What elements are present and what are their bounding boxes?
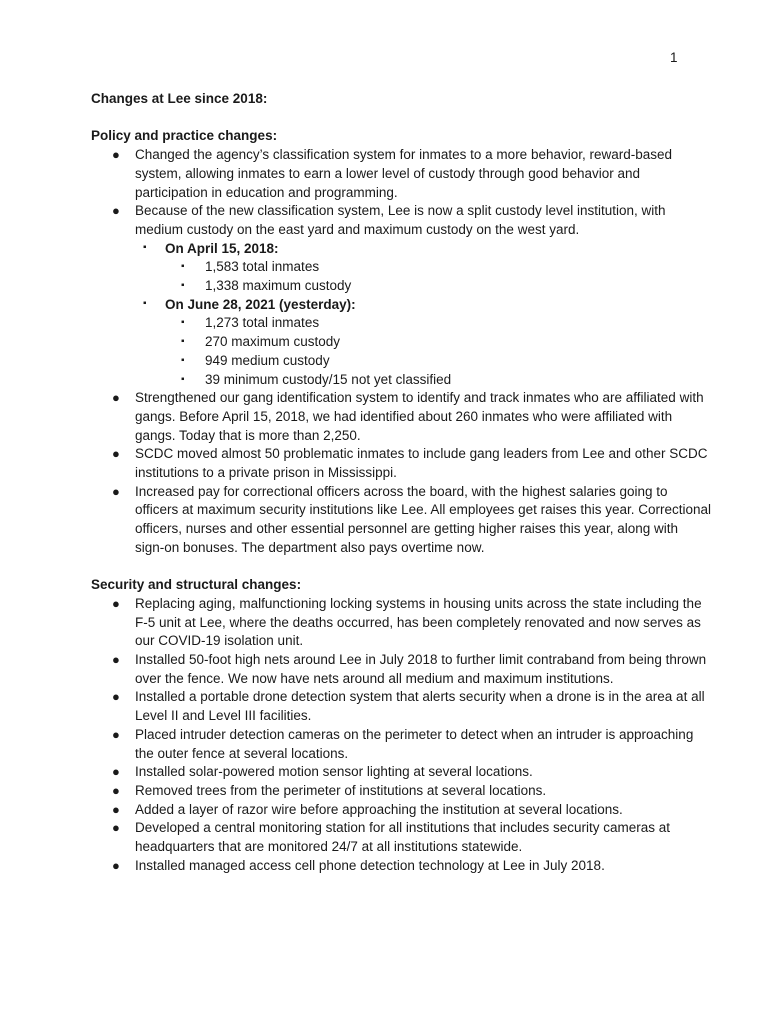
stat-item: ▪ 1,338 maximum custody [161,277,711,296]
bullet-icon: ● [112,203,120,219]
list-item: ● Installed a portable drone detection system that alerts security when a drone is in the area at all Level II and Level III facilities. [112,689,705,724]
section-heading-security: Security and structural changes: [91,577,302,593]
date-label: On June 28, 2021 (yesterday): [165,296,356,312]
square-bullet-icon: ▪ [181,261,185,273]
page-number: 1 [670,50,678,65]
custody-stats-list [121,240,711,390]
list-item: ● SCDC moved almost 50 problematic inmates to include gang leaders from Lee and other SCDC institutions to a private prison in Mississippi. [112,446,708,481]
list-item: ● Because of the new classification system, Lee is now a split custody level institution, with medium custody on the east yard and maximum custody on the west yard. ▪ On April 15, 2018: ▪ 1,583 total inmates ▪ 1,338 maximum custody ▪ On June 28, 2021 (yesterday): ▪ 1,273 total inmates ▪ 270 maximum custody ▪ 949 medium custody ▪ 39 minimum custody/15 not yet classified [91,202,711,389]
list-item: ● Added a layer of razor wire before approaching the institution at several locations. [91,801,711,820]
list-item: ● Installed managed access cell phone detection technology at Lee in July 2018. [91,857,711,876]
bullet-icon: ● [112,595,120,611]
list-item: ● Placed intruder detection cameras on the perimeter to detect when an intruder is approaching the outer fence at several locations. [112,726,694,761]
square-bullet-icon: ▪ [143,297,147,309]
bullet-icon: ● [112,820,120,836]
document-body [91,90,711,876]
bullet-icon: ● [112,390,120,406]
stat-item: ▪ 949 medium custody [161,352,711,371]
square-bullet-icon: ▪ [181,336,185,348]
bullet-icon: ● [112,726,120,742]
bullet-icon: ● [112,782,120,798]
square-bullet-icon: ▪ [181,317,185,329]
list-item: ● Developed a central monitoring station for all institutions that includes security cameras at headquarters that are monitored 24/7 at all institutions statewide. [112,820,671,855]
bullet-icon: ● [112,446,120,462]
bullet-icon: ● [112,483,120,499]
bullet-icon: ● [112,764,120,780]
bullet-icon: ● [112,801,120,817]
list-item: ● Changed the agency’s classification system for inmates to a more behavior, reward-based system, allowing inmates to earn a lower level of custody through good behavior and participation in education and programming. [112,147,673,200]
sub-list-item [121,296,711,390]
bullet-icon: ● [112,689,120,705]
list-item: ● Installed 50-foot high nets around Lee in July 2018 to further limit contraband from being thrown over the fence. We now have nets around all medium and maximum institutions. [112,652,707,686]
square-bullet-icon: ▪ [181,373,185,385]
stat-item: ▪ 39 minimum custody/15 not yet classified [161,371,711,390]
bullet-icon: ● [112,652,120,668]
list-item: ● Replacing aging, malfunctioning locking systems in housing units across the state including the F-5 unit at Lee, where the deaths occurred, has been completely renovated and now serves as our COVID-19 isolation unit. [112,595,702,649]
stat-item: ▪ 1,583 total inmates [161,258,711,277]
section-heading-policy: Policy and practice changes: [91,128,278,144]
stat-item: ▪ 1,273 total inmates [161,314,711,333]
square-bullet-icon: ▪ [143,241,147,253]
square-bullet-icon: ▪ [181,280,185,292]
square-bullet-icon: ▪ [181,354,185,366]
security-changes-list [91,595,711,876]
bullet-icon: ● [112,857,120,873]
bullet-icon: ● [112,147,120,163]
policy-changes-list [91,146,711,557]
list-item: ● Removed trees from the perimeter of institutions at several locations. [91,782,711,801]
date-label: On April 15, 2018: [165,240,279,256]
sub-list-item [121,240,711,296]
stat-item: ▪ 270 maximum custody [161,333,711,352]
document-title: Changes at Lee since 2018: [91,91,268,106]
list-item: ● Increased pay for correctional officers across the board, with the highest salaries going to officers at maximum security institutions like Lee. All employees get raises this year. Correctional officers, nurses and other essential personnel are getting higher raises this year, along with sign-on bonuses. The department also pays overtime now. [112,483,711,555]
list-item: ● Strengthened our gang identification system to identify and track inmates who are affiliated with gangs. Before April 15, 2018, we had identified about 260 inmates who were affiliated with gangs. Today that is more than 2,250. [112,390,704,443]
list-item: ● Installed solar-powered motion sensor lighting at several locations. [91,763,711,782]
